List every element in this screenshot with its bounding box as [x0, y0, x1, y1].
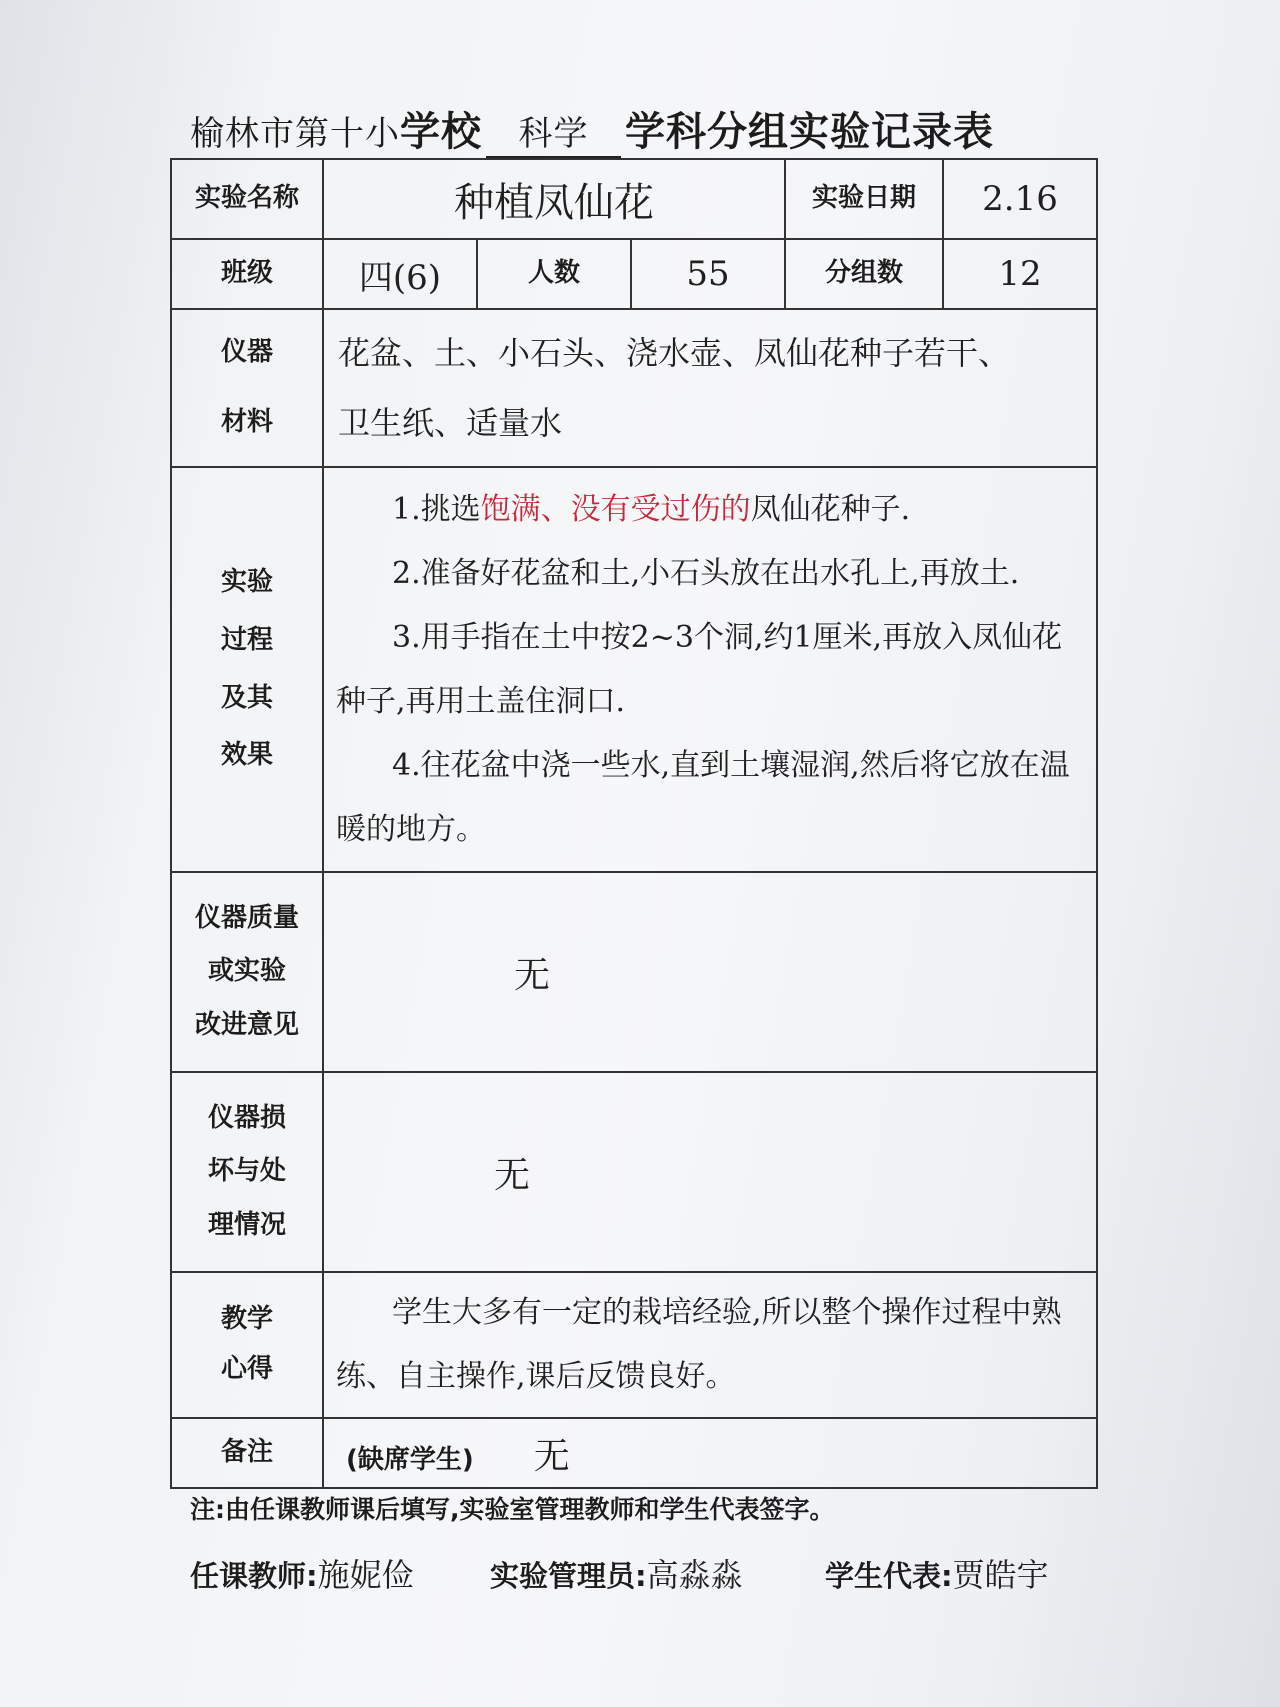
teaching-value: 学生大多有一定的栽培经验,所以整个操作过程中熟练、自主操作,课后反馈良好。 [323, 1272, 1097, 1418]
admin-signature: 实验管理员:高淼淼 [490, 1556, 743, 1594]
quality-label: 仪器质量 或实验 改进意见 [171, 872, 323, 1072]
page-title [190, 100, 1090, 160]
process-step-3: 3.用手指在土中按2~3个洞,约1厘米,再放入凤仙花种子,再用土盖住洞口. [336, 619, 1063, 719]
people-value: 55 [631, 239, 785, 309]
admin-name: 高淼淼 [646, 1556, 743, 1594]
class-value: 四(6) [323, 239, 477, 309]
subject-handwritten: 科学 [486, 112, 621, 158]
school-suffix: 学校 [400, 109, 482, 155]
row-class [171, 239, 1097, 309]
row-quality [171, 872, 1097, 1072]
row-teaching [171, 1272, 1097, 1418]
highlight-red-text: 饱满、没有受过伤的 [480, 491, 751, 527]
title-suffix: 学科分组实验记录表 [625, 109, 994, 155]
remark-prefix: (缺席学生) [346, 1444, 474, 1475]
experiment-name-label: 实验名称 [171, 159, 323, 239]
teacher-signature: 任课教师:施妮俭 [190, 1556, 414, 1594]
teaching-label: 教学 心得 [171, 1272, 323, 1418]
process-step-4: 4.往花盆中浇一些水,直到土壤湿润,然后将它放在温暖的地方。 [336, 747, 1070, 847]
row-remark [171, 1418, 1097, 1488]
footer-note: 注:由任课教师课后填写,实验室管理教师和学生代表签字。 [190, 1495, 835, 1524]
date-label: 实验日期 [785, 159, 943, 239]
process-value [323, 467, 1097, 872]
student-name: 贾皓宇 [952, 1556, 1049, 1594]
teacher-name: 施妮俭 [317, 1556, 414, 1594]
damage-value: 无 [323, 1072, 1097, 1272]
materials-value: 花盆、土、小石头、浇水壶、凤仙花种子若干、 卫生纸、适量水 [323, 309, 1097, 467]
materials-label: 仪器 材料 [171, 309, 323, 467]
row-materials [171, 309, 1097, 467]
groups-label: 分组数 [785, 239, 943, 309]
experiment-name-value: 种植凤仙花 [323, 159, 785, 239]
student-signature: 学生代表:贾皓宇 [825, 1556, 1049, 1594]
quality-value: 无 [323, 872, 1097, 1072]
damage-label: 仪器损 坏与处 理情况 [171, 1072, 323, 1272]
school-name-handwritten: 榆林市第十小 [190, 114, 400, 154]
remark-value-cell [323, 1418, 1097, 1488]
date-value: 2.16 [943, 159, 1097, 239]
process-step-2: 2.准备好花盆和土,小石头放在出水孔上,再放土. [392, 555, 1020, 591]
people-label: 人数 [477, 239, 631, 309]
process-label: 实验 过程 及其 效果 [171, 467, 323, 872]
remark-label: 备注 [171, 1418, 323, 1488]
process-step-1: 1.挑选饱满、没有受过伤的凤仙花种子. [392, 491, 911, 527]
row-damage [171, 1072, 1097, 1272]
row-process [171, 467, 1097, 872]
groups-value: 12 [943, 239, 1097, 309]
remark-value: 无 [533, 1435, 570, 1477]
row-experiment-name [171, 159, 1097, 239]
record-table [170, 158, 1098, 1489]
class-label: 班级 [171, 239, 323, 309]
